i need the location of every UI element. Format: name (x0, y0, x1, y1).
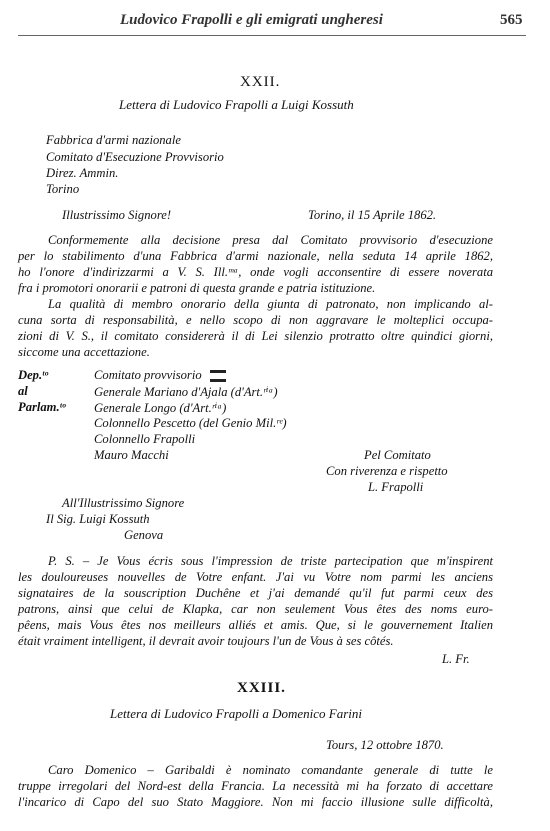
letter-number: XXIII. (237, 680, 286, 696)
letterhead-line: Fabbrica d'armi nazionale (46, 133, 181, 147)
margin-note: Dep.ᵗᵒ (18, 368, 49, 382)
postscript-line: P. S. – Je Vous écris sous l'impression de triste partecipation que m'inspirent (48, 554, 493, 568)
postscript-line: était vraiment intelligent, il devrait avoir toujours l'un de Vous à ses côtés. (18, 634, 394, 648)
ink-mark (210, 370, 226, 382)
postscript-line: pêens, mais Vous êtes nos meilleurs alliés et amis. Que, si le gouvernement Italien (18, 618, 493, 632)
address-line: Genova (124, 528, 164, 542)
paragraph-line: Caro Domenico – Garibaldi è nominato comandante generale di tutte le (48, 763, 493, 777)
page-number: 565 (500, 12, 523, 28)
address-line: Il Sig. Luigi Kossuth (46, 512, 150, 526)
letter-title: Lettera di Ludovico Frapolli a Domenico Farini (110, 706, 363, 721)
paragraph-line: per lo stabilimento d'una Fabbrica d'armi nazionale, nella seduta 14 aprile 1862, (18, 249, 493, 263)
margin-note: Parlam.ᵗᵒ (18, 400, 66, 414)
paragraph-line: La qualità di membro onorario della giunta di patronato, non implicando al- (48, 297, 493, 311)
signature: L. Frapolli (368, 480, 424, 494)
letter-title: Lettera di Ludovico Frapolli a Luigi Kossuth (119, 97, 354, 112)
salutation: Illustrissimo Signore! (62, 208, 172, 222)
letterhead-line: Torino (46, 182, 80, 196)
signatory: Generale Mariano d'Ajala (d'Art.ʳⁱᵃ) (94, 385, 278, 399)
paragraph-line: fra i promotori onorarii e patroni di questa grande e patria istituzione. (18, 281, 376, 295)
paragraph-line: l'incarico di Capo del suo Stato Maggiore. Non mi faccio illusione sulle difficoltà, (18, 795, 493, 809)
signatory: Colonnello Pescetto (del Genio Mil.ʳᵉ) (94, 416, 287, 430)
closing-line: Pel Comitato (364, 448, 431, 462)
postscript-line: les douloureuses nouvelles de Votre enfant. J'ai vu Votre nom parmi les anciens (18, 570, 493, 584)
postscript-signature: L. Fr. (442, 652, 470, 666)
letterhead-line: Direz. Ammin. (46, 166, 119, 180)
letterhead-line: Comitato d'Esecuzione Provvisorio (46, 150, 224, 164)
place-date: Tours, 12 ottobre 1870. (326, 738, 444, 752)
paragraph-line: ho l'onore d'indirizzarmi a V. S. Ill.ᵐᵃ, onde vogli acconsentire di essere noverata (18, 265, 493, 279)
running-title: Ludovico Frapolli e gli emigrati ungheresi (120, 12, 383, 28)
signatory: Generale Longo (d'Art.ʳⁱᵃ) (94, 401, 227, 415)
postscript-line: patrons, ainsi que celui de Klapka, car non seulement Vous êtes des noms euro- (18, 602, 493, 616)
header-rule (18, 35, 526, 36)
postscript-line: signataires de la souscription Duchêne et j'ai demandé qu'il fut parmi ceux des (18, 586, 493, 600)
closing-line: Con riverenza e rispetto (326, 464, 448, 478)
paragraph-line: Conformemente alla decisione presa dal Comitato provvisorio d'esecuzione (48, 233, 493, 247)
paragraph-line: cuna sorta di responsabilità, e nello scopo di non aggravare le molteplici occupa- (18, 313, 493, 327)
place-date: Torino, il 15 Aprile 1862. (308, 208, 437, 222)
address-line: All'Illustrissimo Signore (62, 496, 185, 510)
signatory: Mauro Macchi (94, 448, 169, 462)
paragraph-line: siccome una accettazione. (18, 345, 150, 359)
paragraph-line: zioni di V. S., il comitato considererà il di Lei silenzio protratto oltre quindici giorni, (18, 329, 493, 343)
letter-number: XXII. (240, 74, 281, 90)
margin-note: al (18, 384, 28, 398)
signatory: Colonnello Frapolli (94, 432, 196, 446)
paragraph-line: truppe irregolari del Nord-est della Francia. La necessità mi ha forzato di accettare (18, 779, 493, 793)
signatory: Comitato provvisorio (94, 368, 226, 383)
